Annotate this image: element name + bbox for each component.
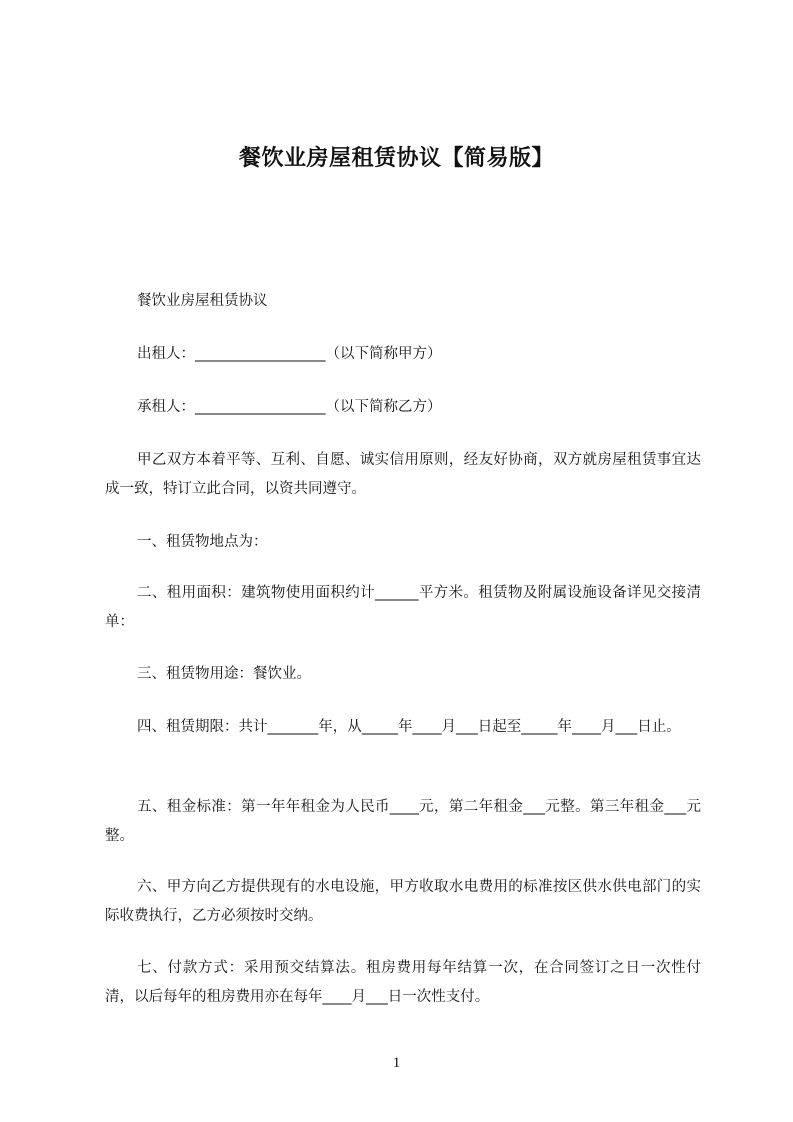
clause-2-area: 二、租用面积：建筑物使用面积约计______平方米。租赁物及附属设施设备详见交接清单： — [105, 585, 701, 630]
page-number: 1 — [392, 1055, 401, 1071]
clause-7-payment: 七、付款方式：采用预交结算法。租房费用每年结算一次，在合同签订之日一次性付清，以后每年的租房费用亦在每年____月___日一次性支付。 — [105, 960, 701, 1005]
lessee-line: 承租人：__________________（以下简称乙方） — [137, 399, 442, 415]
clause-5-rent: 五、租金标准：第一年年租金为人民币____元，第二年租金___元整。第三年租金___元整。 — [105, 799, 701, 844]
document-title: 餐饮业房屋租赁协议【简易版】 — [238, 146, 554, 171]
clause-3-usage: 三、租赁物用途：餐饮业。 — [137, 666, 311, 682]
agreement-heading: 餐饮业房屋租赁协议 — [137, 293, 268, 309]
preamble-paragraph: 甲乙双方本着平等、互利、自愿、诚实信用原则，经友好协商，双方就房屋租赁事宜达成一致，特订立此合同，以资共同遵守。 — [105, 452, 701, 497]
lessor-line: 出租人：__________________（以下简称甲方） — [137, 346, 442, 362]
clause-4-term: 四、租赁期限：共计_______年，从_____年____月___日起至_____年____月___日止。 — [137, 719, 681, 735]
clause-6-utilities: 六、甲方向乙方提供现有的水电设施，甲方收取水电费用的标准按区供水供电部门的实际收费执行，乙方必须按时交纳。 — [105, 879, 701, 924]
clause-1-location: 一、租赁物地点为： — [137, 534, 268, 550]
